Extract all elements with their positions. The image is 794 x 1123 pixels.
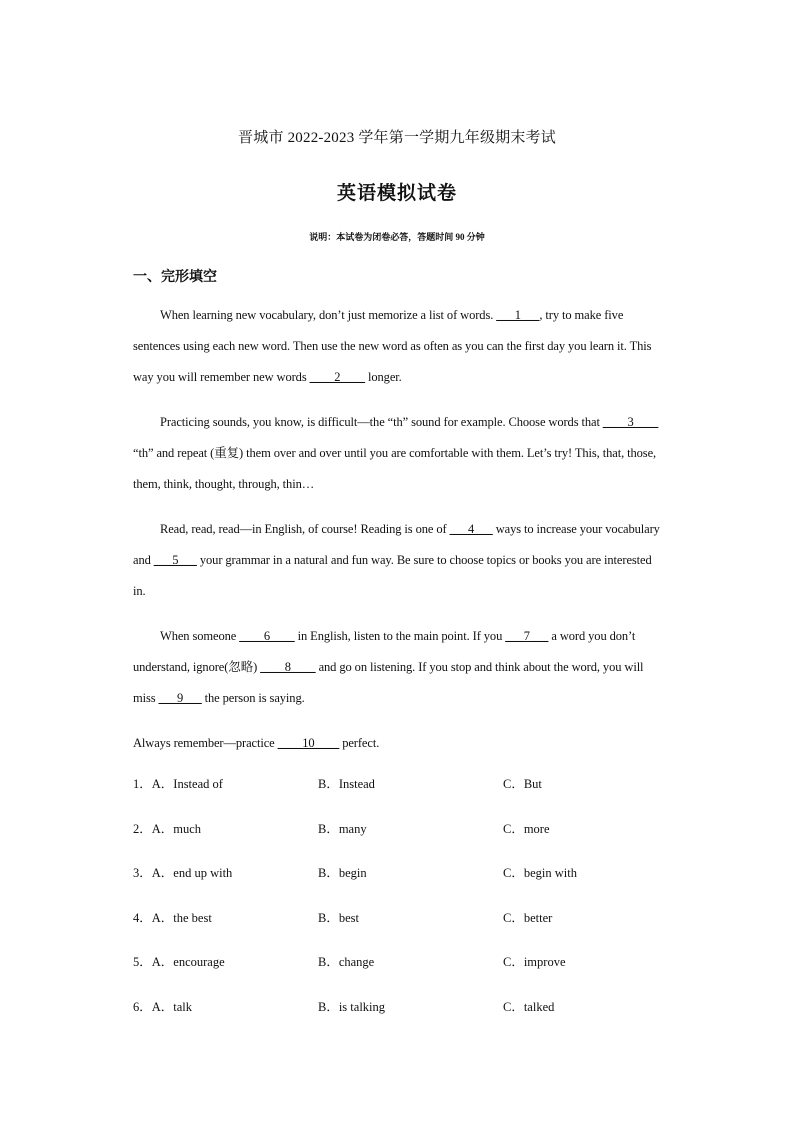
passage-paragraph-2 [133,407,663,500]
passage-paragraph-5 [133,728,663,759]
option-c: C．begin with [503,866,577,881]
passage-text: longer. [364,370,402,384]
passage-text: Always remember—practice [133,736,278,750]
passage-text: your grammar in a natural and fun way. Be sure to choose topics or books you are interested in. [133,553,652,598]
blank-7: ___7___ [505,629,549,643]
blank-4: ___4___ [449,522,493,536]
option-row-2 [133,819,693,864]
passage-text: When learning new vocabulary, don’t just memorize a list of words. [160,308,497,322]
blank-3: ____3____ [602,415,659,429]
option-row-1 [133,774,693,819]
blank-8: ____8____ [260,660,316,674]
option-row-4 [133,908,693,953]
paper-title: 英语模拟试卷 [336,183,457,204]
passage-text: in English, listen to the main point. If you [294,629,506,643]
passage-paragraph-4 [133,621,663,714]
passage-text: and go on listening. If you stop and think about the word, you will miss [133,660,644,705]
blank-9: ___9___ [158,691,202,705]
option-c: C．talked [503,999,555,1014]
passage-text: perfect. [339,736,380,750]
blank-10: ____10____ [277,736,340,750]
section-heading: 一、完形填空 [133,270,217,285]
passage-text: a word you don’t understand, ignore(忽略) [133,629,636,674]
blank-6: ____6____ [239,629,295,643]
option-b: B．is talking [318,999,386,1014]
option-a: 4．A．the best [133,910,212,925]
option-c: C．improve [503,955,566,970]
option-a: 2．A．much [133,821,202,836]
option-a: 1．A．Instead of [133,777,223,791]
passage-text: Read, read, read—in English, of course! Reading is one of [160,522,450,536]
option-a: 6．A．talk [133,999,193,1014]
answer-options [133,774,693,1042]
passage-paragraph-1 [133,300,663,393]
cloze-passage [133,300,663,773]
exam-note: 说明：本试卷为闭卷必答，答题时间 90 分钟 [309,232,485,242]
option-c: C．But [503,777,542,791]
option-row-3 [133,863,693,908]
option-row-6 [133,997,693,1042]
blank-1: ___1___ [496,308,540,322]
passage-text: Practicing sounds, you know, is difficult—the “th” sound for example. Choose words that [160,415,603,429]
exam-title: 晋城市 2022-2023 学年第一学期九年级期末考试 [238,130,556,146]
option-b: B．many [318,821,367,836]
option-b: B．Instead [318,777,375,791]
passage-text: ways to increase your vocabulary and [133,522,660,567]
blank-2: ____2____ [309,370,365,384]
option-a: 5．A．encourage [133,955,225,970]
option-c: C．better [503,910,553,925]
option-b: B．change [318,955,375,970]
option-a: 3．A．end up with [133,866,233,881]
passage-paragraph-3 [133,514,663,607]
option-c: C．more [503,821,550,836]
passage-text: the person is saying. [201,691,305,705]
passage-text: , try to make five sentences using each new word. Then use the new word as often as you can the first day you learn it. This way you will remember new words [133,308,652,384]
option-row-5 [133,952,693,997]
passage-text: “th” and repeat (重复) them over and over until you are comfortable with them. Let’s try! This, that, those, them, think, thought, through, thin… [133,446,657,491]
passage-text: When someone [160,629,240,643]
blank-5: ___5___ [153,553,197,567]
option-b: B．best [318,910,359,925]
option-b: B．begin [318,866,367,881]
